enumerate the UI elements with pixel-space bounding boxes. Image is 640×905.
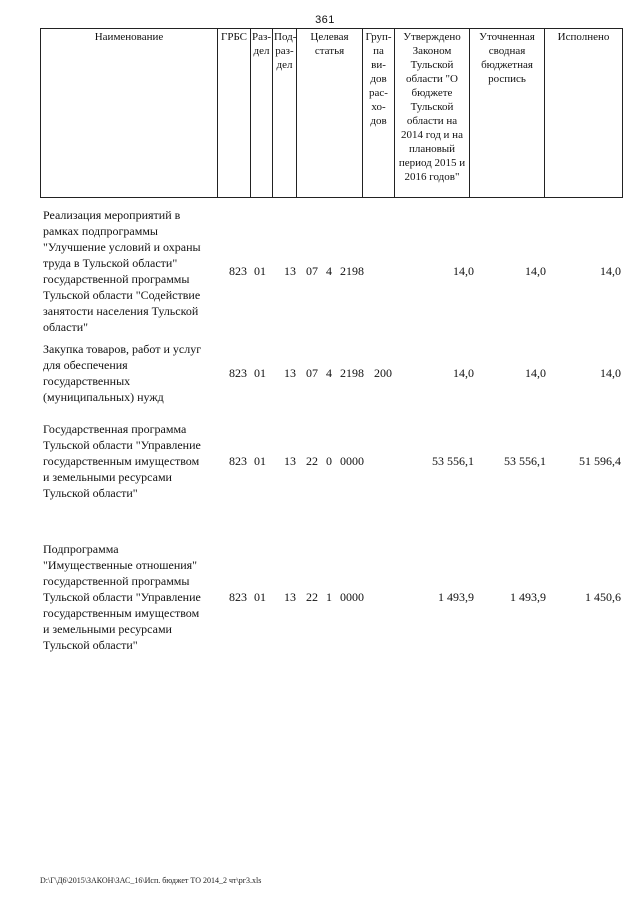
target-article-subprogram: 1	[326, 590, 332, 604]
podrazdel-cell: 13	[284, 454, 296, 468]
header-name: Наименование	[41, 29, 218, 198]
target-article-program: 07	[306, 366, 318, 380]
target-article-subprogram: 0	[326, 454, 332, 468]
refined-cell: 53 556,1	[504, 454, 546, 468]
grbs-cell: 823	[229, 264, 247, 278]
target-article-subprogram: 4	[326, 264, 332, 278]
vid-cell: 200	[374, 366, 392, 380]
razdel-cell: 01	[254, 366, 266, 380]
footer-file-path: D:\Г\Д6\2015\ЗАКОН\ЗАС_16\Исп. бюджет ТО 2014_2 чт\рг3.xls	[40, 876, 262, 885]
header-group-vid: Груп- па ви- дов рас- хо- дов	[363, 29, 395, 198]
page-number: 361	[315, 14, 335, 26]
row-name: Реализация мероприятий в рамках подпрограммы "Улучшение условий и охраны труда в Тульской области" государственной программы Тульской области "Содействие занятости населения Тульской области"	[43, 208, 201, 334]
row-name: Подпрограмма "Имущественные отношения" государственной программы Тульской области "Управление государственным имуществом и земельными ресурсами Тульской области"	[43, 542, 201, 652]
target-article-program: 22	[306, 590, 318, 604]
approved-cell: 14,0	[453, 366, 474, 380]
header-grbs: ГРБС	[218, 29, 251, 198]
target-article-direction: 2198	[340, 264, 364, 278]
refined-cell: 14,0	[525, 366, 546, 380]
podrazdel-cell: 13	[284, 264, 296, 278]
header-razdel: Раз- дел	[251, 29, 273, 198]
row-name: Закупка товаров, работ и услуг для обеспечения государственных (муниципальных) нужд	[43, 342, 202, 404]
target-article-direction: 0000	[340, 590, 364, 604]
grbs-cell: 823	[229, 590, 247, 604]
executed-cell: 14,0	[600, 366, 621, 380]
razdel-cell: 01	[254, 264, 266, 278]
approved-cell: 14,0	[453, 264, 474, 278]
header-podrazdel: Под- раз- дел	[273, 29, 297, 198]
executed-cell: 14,0	[600, 264, 621, 278]
executed-cell: 1 450,6	[585, 590, 621, 604]
table-header	[40, 28, 623, 198]
header-target-article: Целевая статья	[297, 29, 363, 198]
razdel-cell: 01	[254, 590, 266, 604]
podrazdel-cell: 13	[284, 590, 296, 604]
row-name: Государственная программа Тульской области "Управление государственным имуществом и земельными ресурсами Тульской области"	[43, 422, 201, 500]
podrazdel-cell: 13	[284, 366, 296, 380]
header-approved: Утверждено Законом Тульской области "О бюджете Тульской области на 2014 год и на плановый период 2015 и 2016 годов"	[395, 29, 470, 198]
executed-cell: 51 596,4	[579, 454, 621, 468]
target-article-subprogram: 4	[326, 366, 332, 380]
grbs-cell: 823	[229, 454, 247, 468]
header-executed: Исполнено	[545, 29, 623, 198]
header-refined: Уточненная сводная бюджетная роспись	[470, 29, 545, 198]
approved-cell: 1 493,9	[438, 590, 474, 604]
approved-cell: 53 556,1	[432, 454, 474, 468]
target-article-direction: 0000	[340, 454, 364, 468]
refined-cell: 1 493,9	[510, 590, 546, 604]
target-article-program: 07	[306, 264, 318, 278]
target-article-direction: 2198	[340, 366, 364, 380]
refined-cell: 14,0	[525, 264, 546, 278]
razdel-cell: 01	[254, 454, 266, 468]
target-article-program: 22	[306, 454, 318, 468]
grbs-cell: 823	[229, 366, 247, 380]
